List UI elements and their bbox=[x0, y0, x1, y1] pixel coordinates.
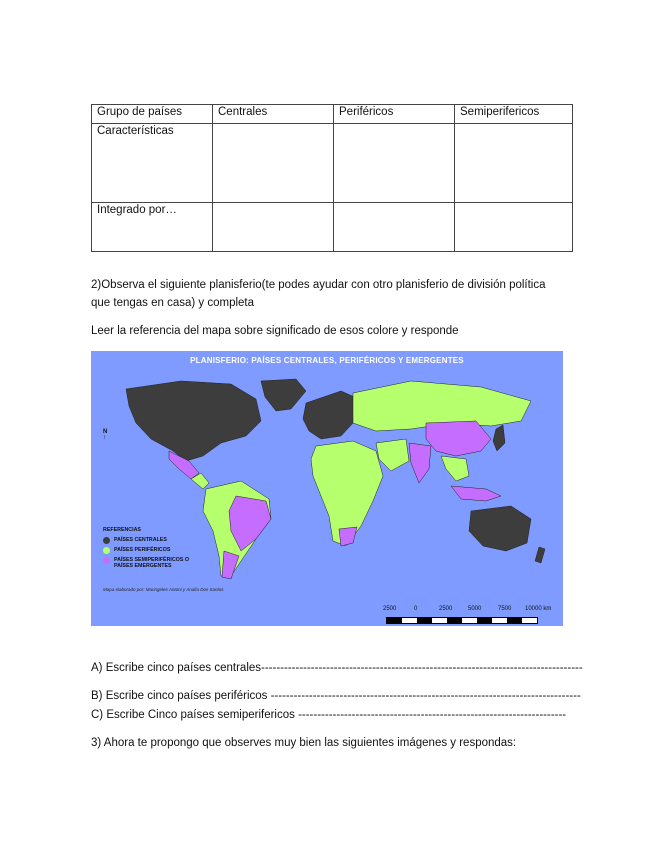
north-arrow: N ↑ bbox=[103, 429, 108, 441]
header-grupo: Grupo de países bbox=[92, 105, 213, 124]
cell-centrales-caracteristicas[interactable] bbox=[213, 124, 334, 203]
map-continents bbox=[91, 351, 563, 626]
question-c: C) Escribe Cinco países semiperifericos ---------------------------------------------------------------------- bbox=[91, 709, 567, 721]
map-credit: Mapa elaborado por: Maringeles Antoni y Analía Dos Santos bbox=[103, 587, 224, 592]
legend-item: PAÍSES CENTRALES bbox=[103, 537, 194, 544]
cell-semiperifericos-integrado[interactable] bbox=[455, 203, 573, 252]
world-map: PLANISFERIO: PAÍSES CENTRALES, PERIFÉRICOS Y EMERGENTES N ↑ REFERENCIAS PAÍSES CENTRALES PAÍSES PERIFÉRICOS PAÍSES SEMIPERIFÉRICOS O PAÍSES EMERGENTES Mapa elaborado por: Maringeles Antoni y Analía Dos Santos 2500 0 2500 5000 7500 10000 km bbox=[91, 351, 563, 626]
question-b: B) Escribe cinco países periféricos --------------------------------------------------------------------------------- bbox=[91, 690, 581, 702]
map-title: PLANISFERIO: PAÍSES CENTRALES, PERIFÉRICOS Y EMERGENTES bbox=[190, 356, 464, 365]
header-semiperifericos: Semiperifericos bbox=[455, 105, 573, 124]
row-label-caracteristicas: Características bbox=[92, 124, 213, 203]
legend-central-swatch bbox=[103, 537, 110, 544]
question-3: 3) Ahora te propongo que observes muy bien las siguientes imágenes y respondas: bbox=[91, 737, 517, 749]
q2-line1: 2)Observa el siguiente planisferio(te podes ayudar con otro planisferio de división política bbox=[91, 279, 546, 291]
legend-semiperipheral-swatch bbox=[103, 557, 110, 564]
map-legend bbox=[103, 527, 194, 572]
cell-perifericos-integrado[interactable] bbox=[334, 203, 455, 252]
row-label-integrado: Integrado por… bbox=[92, 203, 213, 252]
header-centrales: Centrales bbox=[213, 105, 334, 124]
cell-perifericos-caracteristicas[interactable] bbox=[334, 124, 455, 203]
cell-centrales-integrado[interactable] bbox=[213, 203, 334, 252]
legend-peripheral-swatch bbox=[103, 547, 110, 554]
instruction: Leer la referencia del mapa sobre significado de esos colore y responde bbox=[91, 325, 459, 337]
q2-line2: que tengas en casa) y completa bbox=[91, 297, 255, 309]
countries-table bbox=[91, 104, 573, 252]
header-perifericos: Periféricos bbox=[334, 105, 455, 124]
scale-bar-graphic bbox=[386, 617, 538, 624]
cell-semiperifericos-caracteristicas[interactable] bbox=[455, 124, 573, 203]
legend-title: REFERENCIAS bbox=[103, 527, 141, 533]
question-a: A) Escribe cinco países centrales------------------------------------------------------------------------------------ bbox=[91, 662, 583, 674]
legend-item: PAÍSES PERIFÉRICOS bbox=[103, 547, 194, 554]
legend-item: PAÍSES SEMIPERIFÉRICOS O PAÍSES EMERGENTES bbox=[103, 557, 194, 569]
